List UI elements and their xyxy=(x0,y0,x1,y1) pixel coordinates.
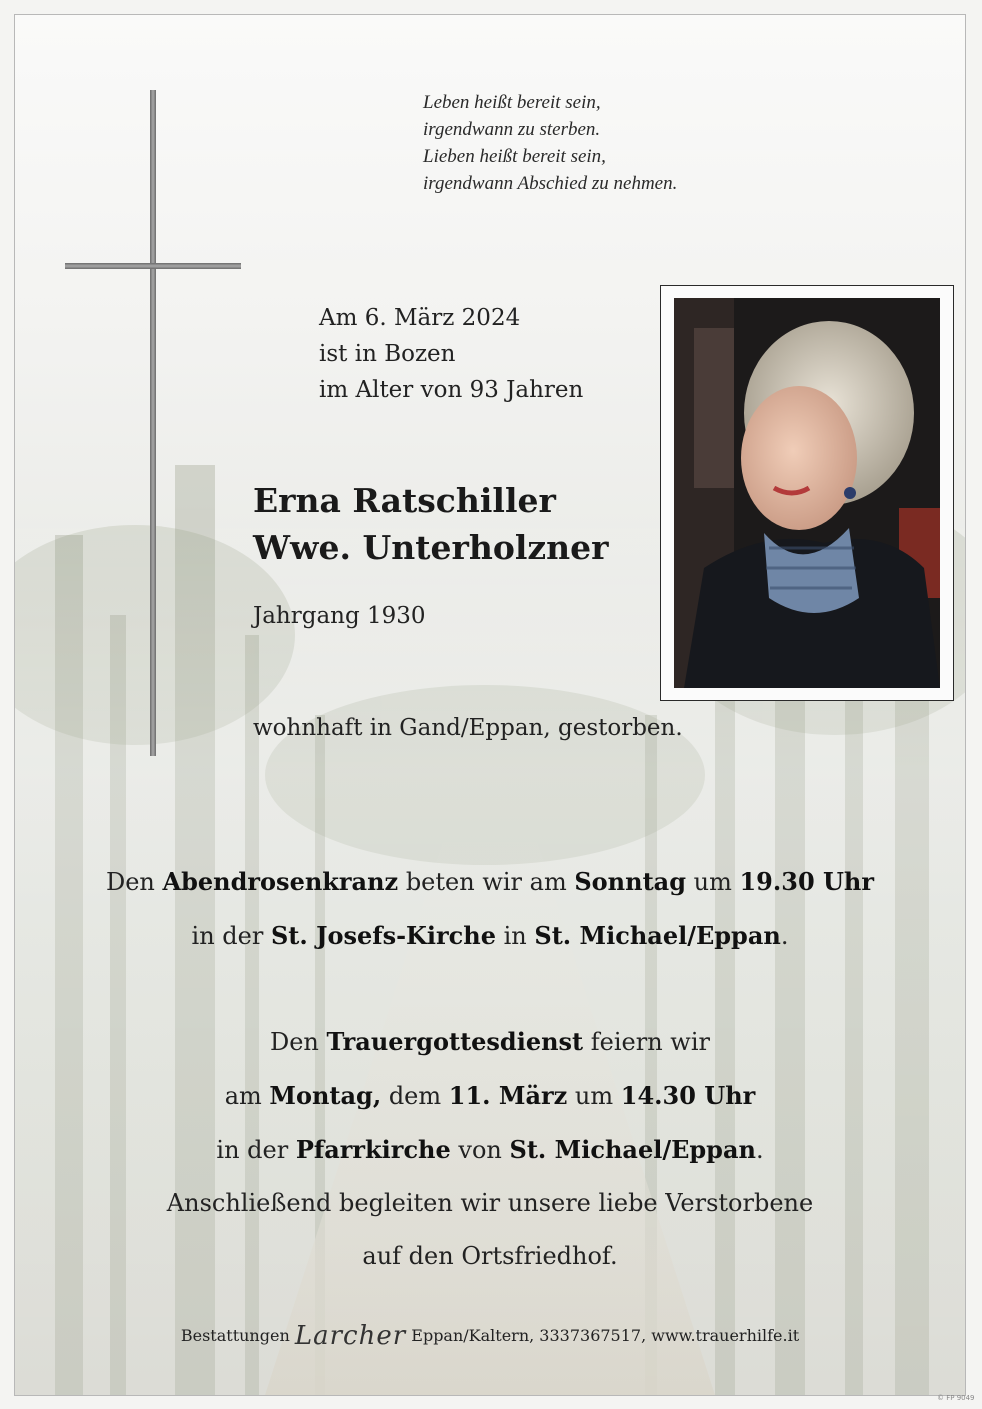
funeral-home-footer xyxy=(15,1321,965,1351)
rosary-line-2: in der St. Josefs-Kirche in St. Michael/Eppan. xyxy=(191,921,789,950)
deceased-married-name: Wwe. Unterholzner xyxy=(253,528,609,567)
funeral-home-logo: Larcher xyxy=(294,1321,407,1351)
quote-line: irgendwann Abschied zu nehmen. xyxy=(423,173,678,194)
deceased-name: Erna Ratschiller xyxy=(253,481,556,520)
funeral-line-3: in der Pfarrkirche von St. Michael/Eppan. xyxy=(216,1135,764,1164)
form-code: © FP 9049 xyxy=(937,1394,975,1402)
birth-year: Jahrgang 1930 xyxy=(253,603,426,629)
funeral-line-1: Den Trauergottesdienst feiern wir xyxy=(269,1027,710,1056)
funeral-announcement xyxy=(15,1015,965,1283)
rosary-announcement xyxy=(15,855,965,963)
portrait-photo xyxy=(674,298,940,688)
quote-line: Lieben heißt bereit sein, xyxy=(423,146,606,167)
death-place: ist in Bozen xyxy=(319,341,456,367)
death-announcement xyxy=(319,300,583,408)
portrait-frame xyxy=(660,285,954,701)
deceased-name-block xyxy=(253,477,609,571)
footer-contact: Eppan/Kaltern, 3337367517, www.trauerhilfe.it xyxy=(411,1326,800,1345)
death-age: im Alter von 93 Jahren xyxy=(319,377,584,403)
memorial-quote xyxy=(423,89,677,197)
funeral-line-5: auf den Ortsfriedhof. xyxy=(362,1242,618,1270)
quote-line: irgendwann zu sterben. xyxy=(423,119,601,140)
funeral-line-4: Anschließend begleiten wir unsere liebe Verstorbene xyxy=(166,1189,814,1217)
footer-prefix: Bestattungen xyxy=(180,1326,290,1345)
quote-line: Leben heißt bereit sein, xyxy=(423,92,601,113)
residence-line: wohnhaft in Gand/Eppan, gestorben. xyxy=(253,715,683,741)
cross-icon-bar xyxy=(65,263,241,269)
rosary-line-1: Den Abendrosenkranz beten wir am Sonntag um 19.30 Uhr xyxy=(105,867,875,896)
funeral-line-2: am Montag, dem 11. März um 14.30 Uhr xyxy=(224,1081,756,1110)
death-date: Am 6. März 2024 xyxy=(319,305,521,331)
cross-icon xyxy=(150,90,156,756)
obituary-sheet xyxy=(14,14,966,1396)
